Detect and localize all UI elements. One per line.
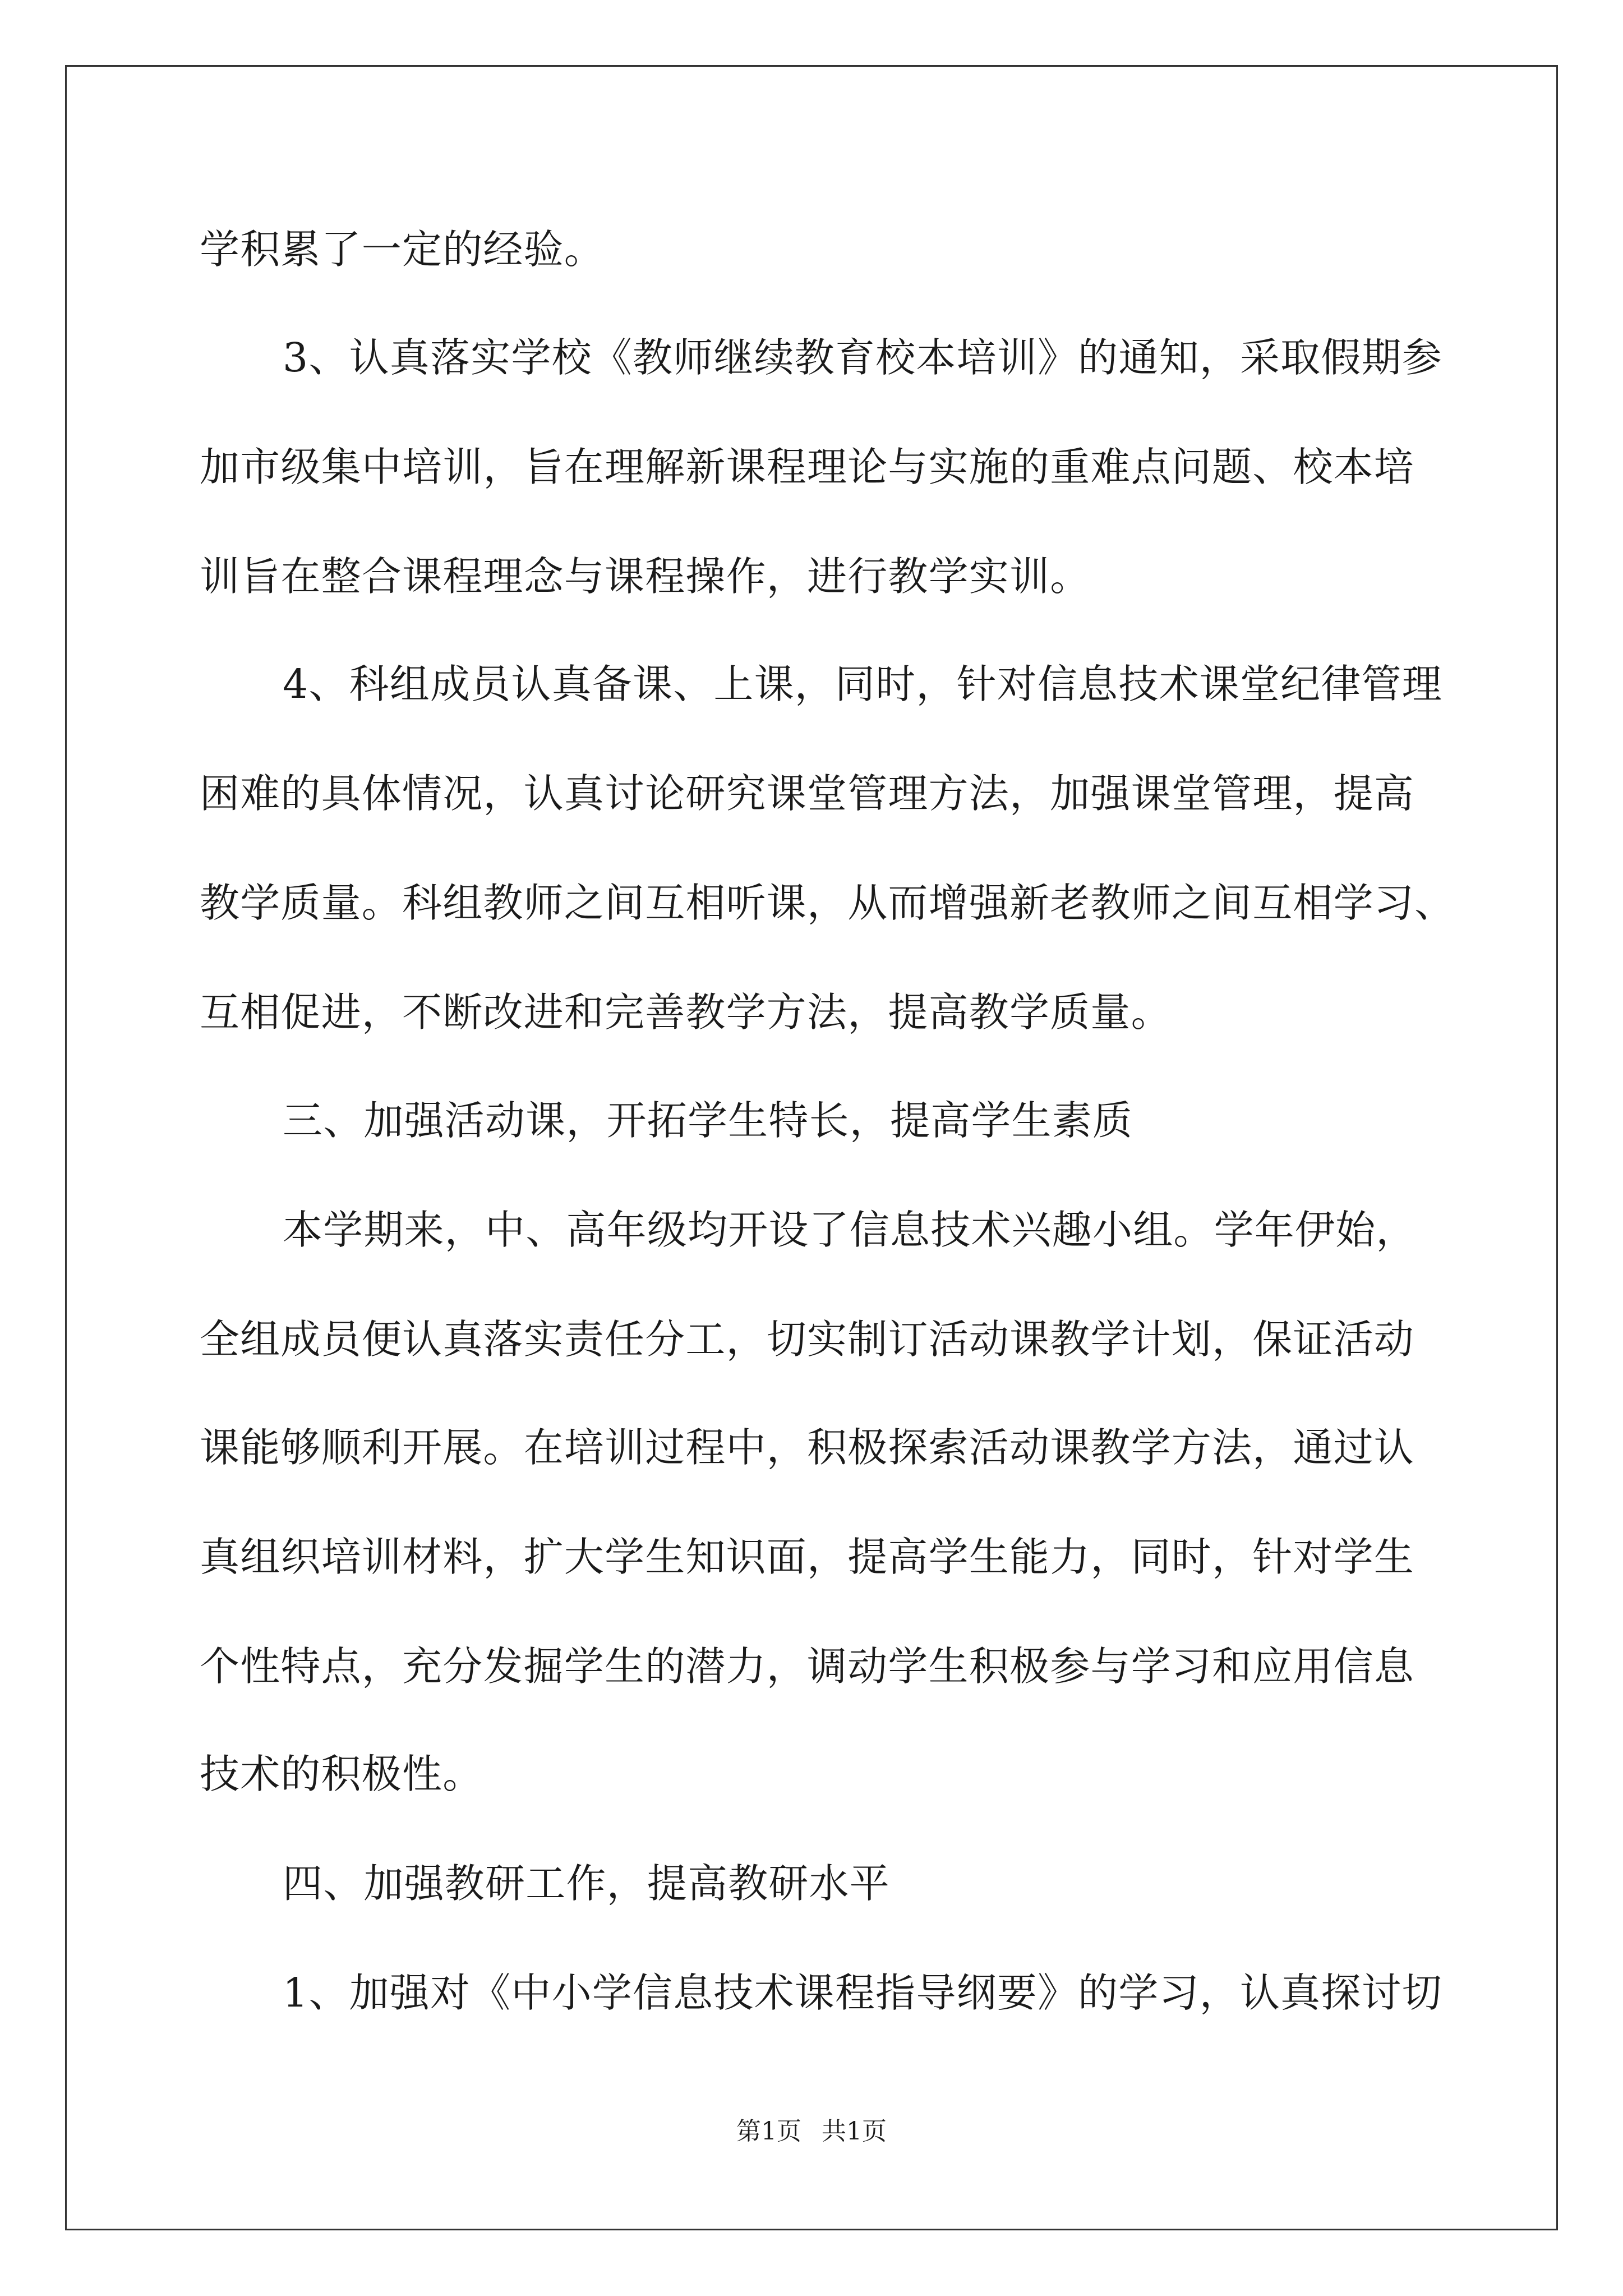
text-line: 课能够顺利开展。在培训过程中，积极探索活动课教学方法，通过认 xyxy=(200,1424,1415,1471)
text-line: 1、加强对《中小学信息技术课程指导纲要》的学习，认真探讨切 xyxy=(283,1970,1442,2016)
text-line: 4、科组成员认真备课、上课，同时，针对信息技术课堂纪律管理 xyxy=(283,661,1442,707)
section-heading: 四、加强教研工作，提高教研水平 xyxy=(283,1860,891,1907)
text-line: 技术的积极性。 xyxy=(200,1751,483,1797)
page-number-current: 第1页 xyxy=(736,2117,801,2146)
text-line: 全组成员便认真落实责任分工，切实制订活动课教学计划，保证活动 xyxy=(200,1316,1415,1363)
text-line: 真组织培训材料，扩大学生知识面，提高学生能力，同时，针对学生 xyxy=(200,1534,1415,1580)
text-line: 学积累了一定的经验。 xyxy=(200,226,605,273)
text-line: 教学质量。科组教师之间互相听课，从而增强新老教师之间互相学习、 xyxy=(200,880,1455,926)
text-line: 加市级集中培训，旨在理解新课程理论与实施的重难点问题、校本培 xyxy=(200,444,1415,490)
section-heading: 三、加强活动课，开拓学生特长，提高学生素质 xyxy=(283,1097,1133,1144)
text-line: 训旨在整合课程理念与课程操作，进行教学实训。 xyxy=(200,553,1091,600)
text-line: 困难的具体情况，认真讨论研究课堂管理方法，加强课堂管理，提高 xyxy=(200,770,1415,817)
text-line: 互相促进，不断改进和完善教学方法，提高教学质量。 xyxy=(200,989,1172,1036)
page-footer xyxy=(0,2115,1623,2148)
text-line: 3、认真落实学校《教师继续教育校本培训》的通知，采取假期参 xyxy=(283,334,1442,381)
text-line: 本学期来，中、高年级均开设了信息技术兴趣小组。学年伊始， xyxy=(283,1207,1417,1253)
text-line: 个性特点，充分发掘学生的潜力，调动学生积极参与学习和应用信息 xyxy=(200,1643,1415,1690)
page-number-total: 共1页 xyxy=(822,2117,887,2146)
